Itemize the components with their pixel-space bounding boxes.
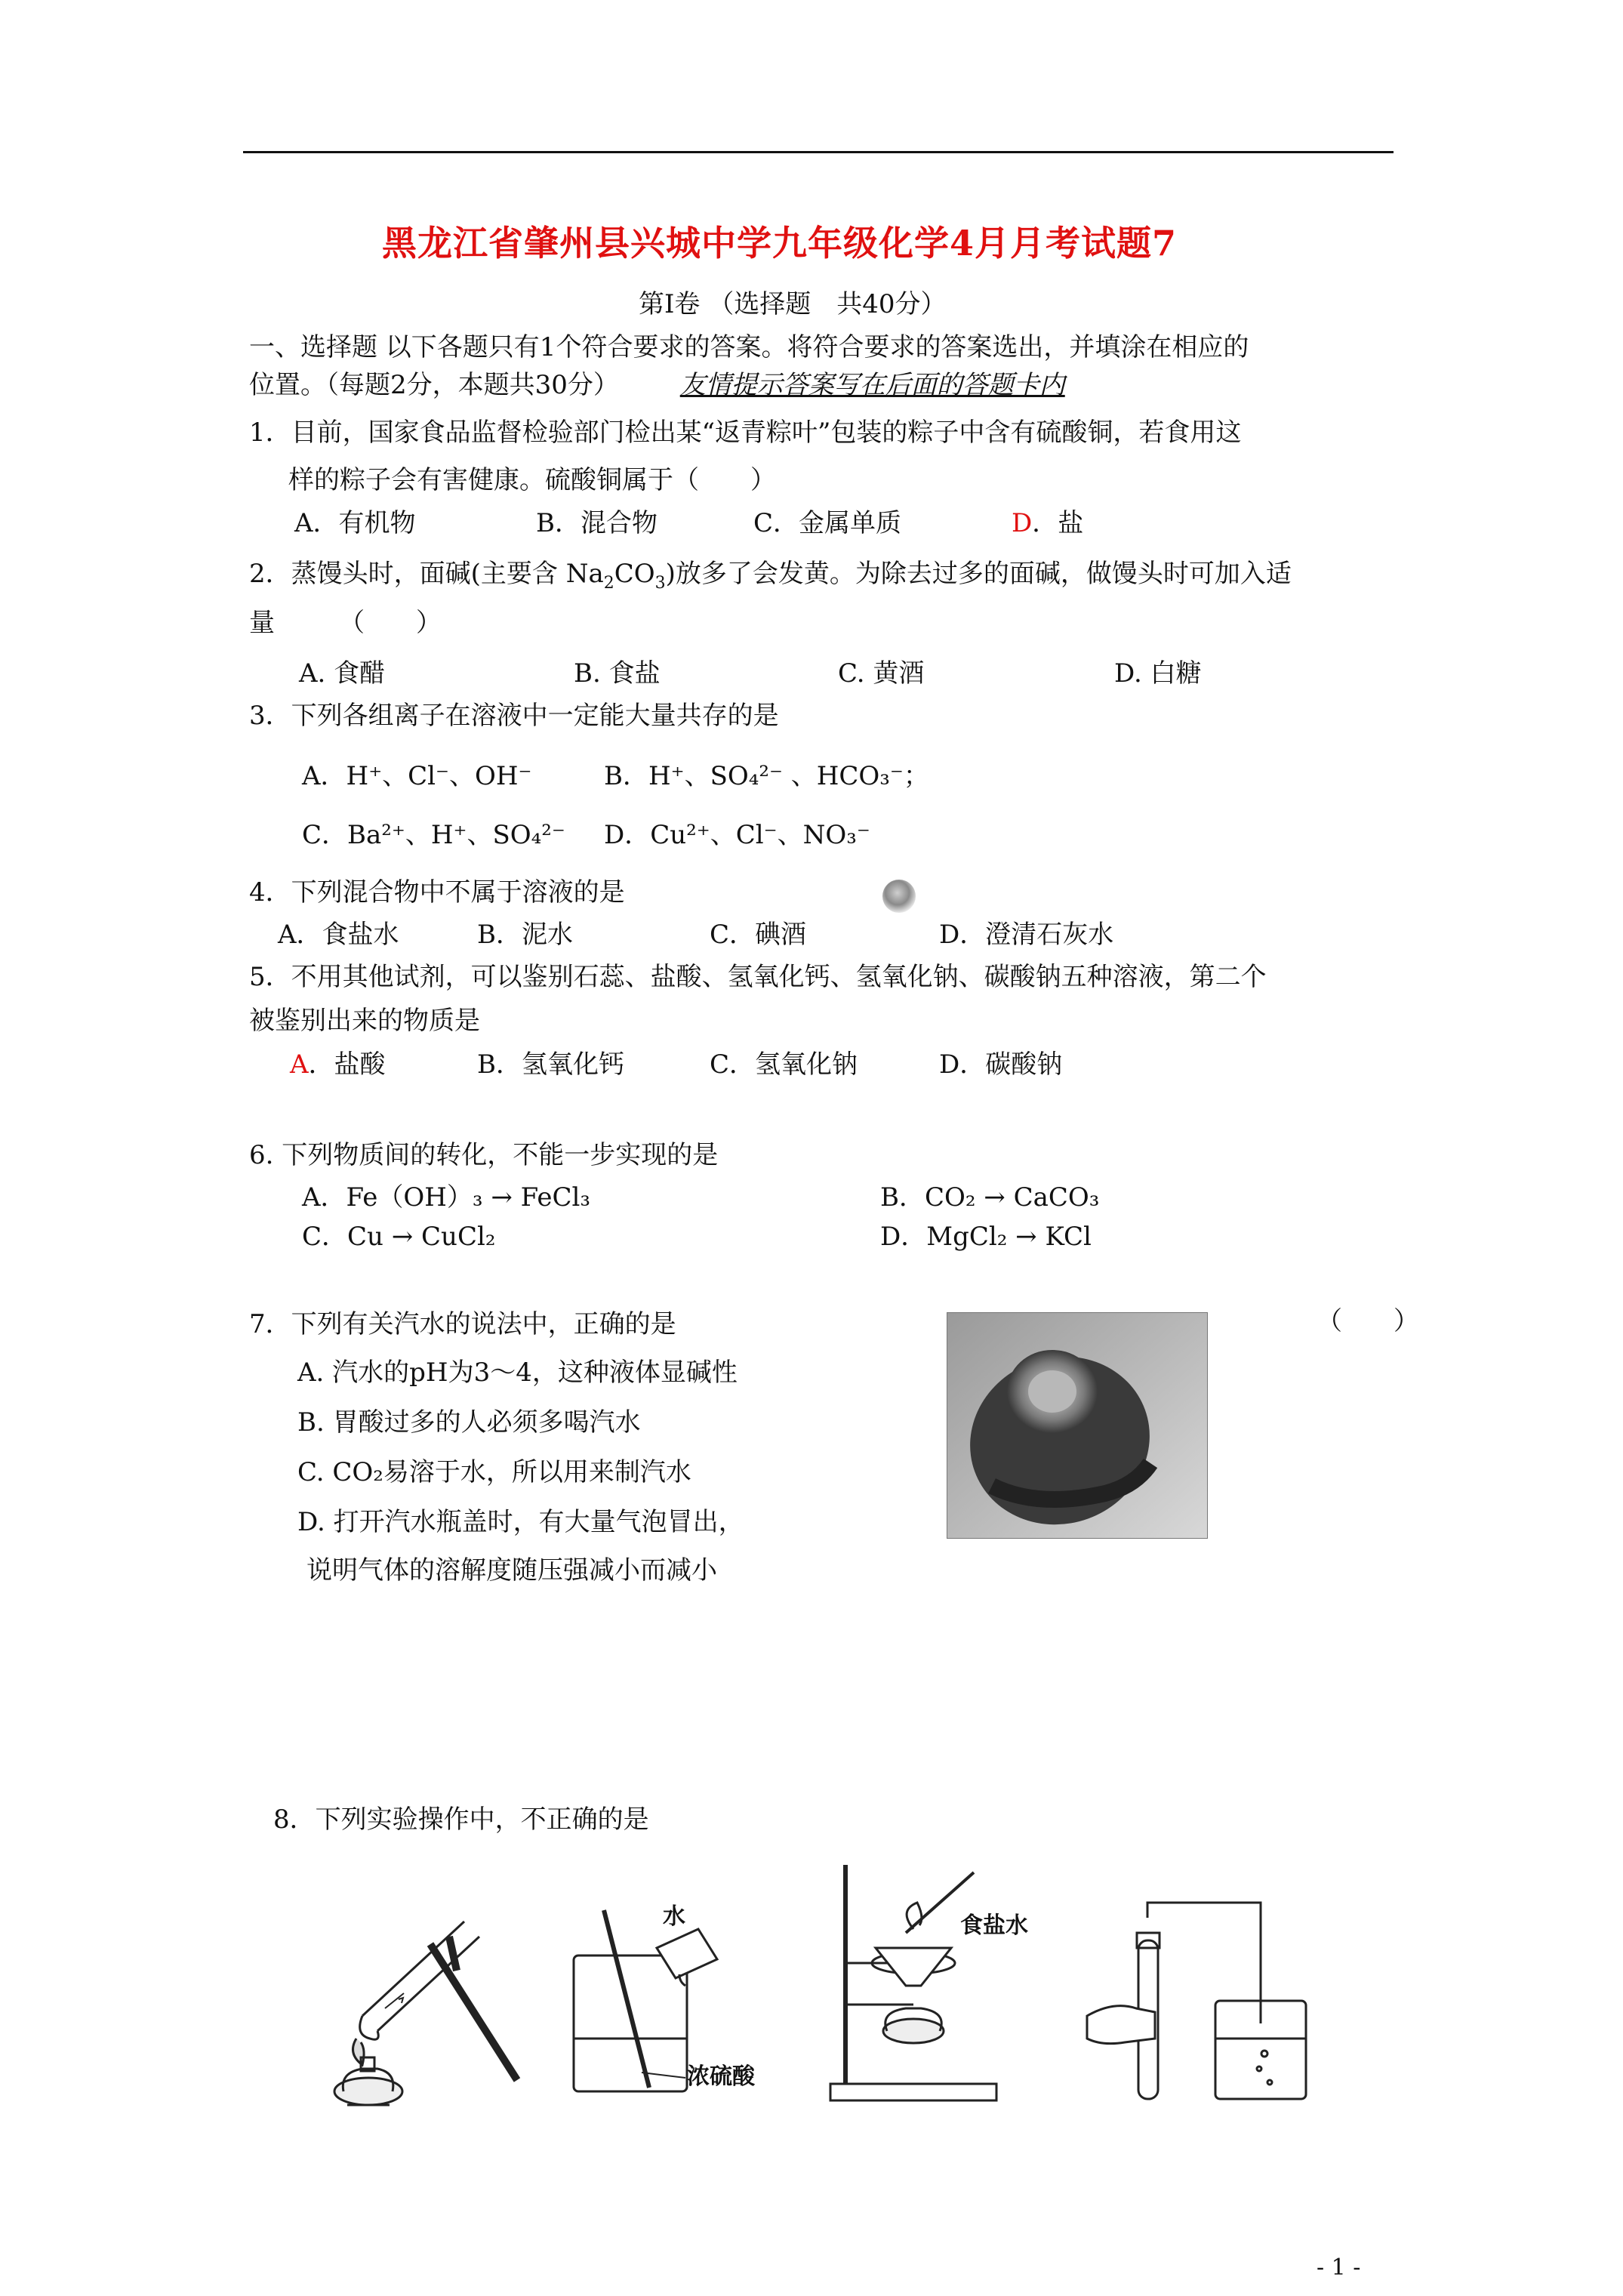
q5-option-b: B．氢氧化钙 xyxy=(477,1049,624,1080)
q2-option-d: D. 白糖 xyxy=(1114,658,1202,689)
q2-stem-line-2: 量 （ ） xyxy=(249,608,442,638)
q4-option-c: C．碘酒 xyxy=(710,920,807,950)
q6-stem: 6. 下列物质间的转化，不能一步实现的是 xyxy=(249,1140,719,1170)
answer-tip: 友情提示答案写在后面的答题卡内 xyxy=(679,370,1065,400)
q8-figure-filtration xyxy=(823,1857,1079,2106)
q6-option-b: B．CO₂ → CaCO₃ xyxy=(880,1182,1100,1213)
q4-stem: 4．下列混合物中不属于溶液的是 xyxy=(249,877,625,908)
q3-stem: 3．下列各组离子在溶液中一定能大量共存的是 xyxy=(249,701,779,731)
q2-option-a: A. 食醋 xyxy=(299,658,386,689)
q8-label-brine: 食盐水 xyxy=(960,1912,1028,1939)
q5-option-c: C．氢氧化钠 xyxy=(710,1049,858,1080)
q1-answer-marker: D xyxy=(1012,508,1033,538)
q3-option-c: C．Ba²⁺、H⁺、SO₄²⁻ xyxy=(302,820,565,850)
q2-stem-part-1: 2．蒸馒头时，面碱(主要含 Na xyxy=(249,559,604,589)
page-title: 黑龙江省肇州县兴城中学九年级化学4月月考试题7 xyxy=(382,223,1178,264)
section-heading: 第Ⅰ卷 （选择题 共40分） xyxy=(639,289,947,319)
q1-option-d xyxy=(1012,508,1083,538)
q2-stem-line-1: 2．蒸馒头时，面碱(主要含 $Na_2CO_3$)放多了会发黄。为除去过多的面碱，做馒头时可加入适 xyxy=(249,559,1292,593)
q5-option-a xyxy=(290,1049,386,1080)
q1-option-a: A．有机物 xyxy=(294,508,416,538)
q8-label-acid: 浓硫酸 xyxy=(687,2063,755,2090)
q7-option-a: A. 汽水的pH为3～4，这种液体显碱性 xyxy=(297,1358,738,1388)
q1-stem-line-2: 样的粽子会有害健康。硫酸铜属于（ ） xyxy=(288,465,776,495)
q2-stem-part-2: CO xyxy=(614,559,655,589)
q2-stem-part-3: )放多了会发黄。为除去过多的面碱，做馒头时可加入适 xyxy=(665,559,1292,589)
q7-stem: 7．下列有关汽水的说法中，正确的是 xyxy=(249,1309,676,1339)
q1-option-d-text: ．盐 xyxy=(1032,508,1084,538)
instructions-text: 位置。（每题2分，本题共30分） xyxy=(249,370,619,400)
q7-option-c: C. CO₂易溶于水，所以用来制汽水 xyxy=(297,1457,691,1487)
q4-option-b: B．泥水 xyxy=(477,920,573,950)
q5-stem-line-2: 被鉴别出来的物质是 xyxy=(249,1006,480,1036)
q6-option-d: D．MgCl₂ → KCl xyxy=(880,1222,1092,1252)
instructions-line-2 xyxy=(249,370,1065,400)
q3-option-a: A．H⁺、Cl⁻、OH⁻ xyxy=(302,761,532,791)
q5-answer-marker: A xyxy=(290,1049,309,1080)
q7-soda-photo xyxy=(947,1312,1208,1539)
q5-option-a-text: ．盐酸 xyxy=(308,1049,386,1080)
q1-option-b: B．混合物 xyxy=(536,508,658,538)
q4-dot-image xyxy=(880,877,918,915)
q1-option-c: C．金属单质 xyxy=(753,508,902,538)
page-number: - 1 - xyxy=(1317,2254,1361,2281)
q4-option-d: D．澄清石灰水 xyxy=(939,920,1114,950)
instructions-line-1: 一、选择题 以下各题只有1个符合要求的答案。将符合要求的答案选出，并填涂在相应的 xyxy=(249,332,1249,362)
q5-stem-line-1: 5．不用其他试剂，可以鉴别石蕊、盐酸、氢氧化钙、氢氧化钠、碳酸钠五种溶液，第二个 xyxy=(249,962,1267,992)
q8-stem: 8．下列实验操作中，不正确的是 xyxy=(273,1804,649,1835)
q3-option-b: B．H⁺、SO₄²⁻ 、HCO₃⁻； xyxy=(604,761,929,791)
q6-option-c: C．Cu → CuCl₂ xyxy=(302,1222,496,1252)
q2-option-c: C. 黄酒 xyxy=(838,658,925,689)
q8-label-water: 水 xyxy=(663,1903,685,1930)
q6-option-a: A．Fe（OH）₃ → FeCl₃ xyxy=(302,1182,591,1213)
q5-option-d: D．碳酸钠 xyxy=(939,1049,1063,1080)
q8-figure-heating-tube xyxy=(317,1903,528,2114)
q4-option-a: A．食盐水 xyxy=(278,920,399,950)
q7-answer-paren: （ ） xyxy=(1317,1306,1419,1336)
q8-figure-dilution xyxy=(566,1903,793,2099)
q7-option-b: B. 胃酸过多的人必须多喝汽水 xyxy=(297,1407,641,1438)
q1-stem-line-1: 1．目前，国家食品监督检验部门检出某“返青粽叶”包装的粽子中含有硫酸铜，若食用这 xyxy=(249,418,1242,448)
q7-option-d-line-2: 说明气体的溶解度随压强减小而减小 xyxy=(306,1555,717,1586)
q3-option-d: D．Cu²⁺、Cl⁻、NO₃⁻ xyxy=(604,820,870,850)
q2-option-b: B. 食盐 xyxy=(574,658,661,689)
q8-figure-gas-collection xyxy=(1072,1888,1329,2114)
q7-option-d-line-1: D. 打开汽水瓶盖时，有大量气泡冒出， xyxy=(297,1507,744,1537)
header-rule xyxy=(243,151,1394,153)
